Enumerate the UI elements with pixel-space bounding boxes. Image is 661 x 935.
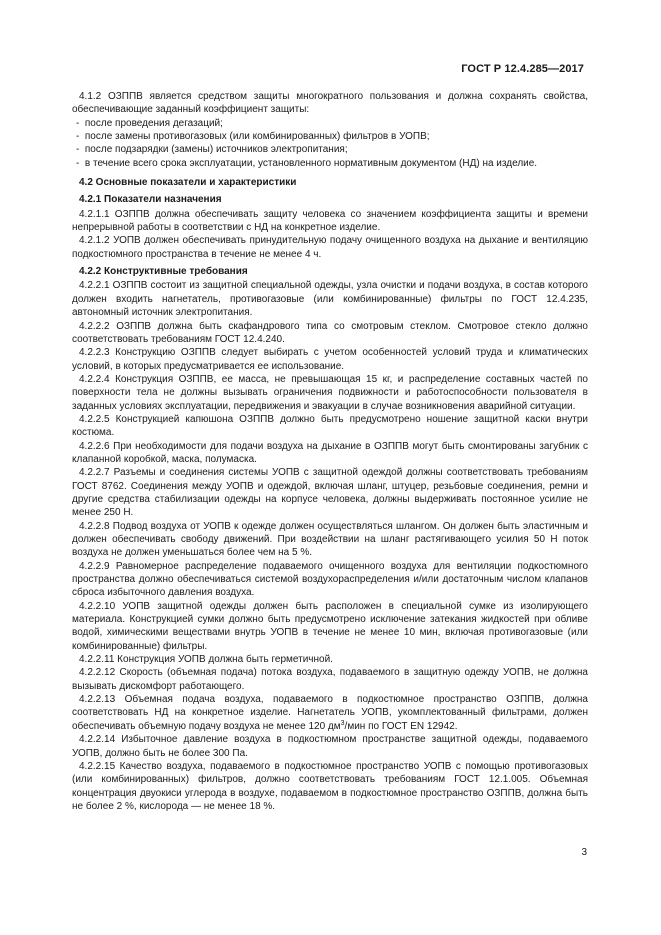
- list-item: - после подзарядки (замены) источников электропитания;: [72, 143, 588, 156]
- paragraph-4-2-2-13-text: 4.2.2.13 Объемная подача воздуха, подаваемого в подкостюмное пространство ОЗППВ, должна соответствовать НД на конкретное изделие. Нагнетатель УОПВ, укомплектованный фильтрами, должен обеспечивать объемную подачу воздуха не менее 120 дм: [72, 694, 588, 732]
- paragraph-4-2-2-13: [72, 693, 588, 733]
- list-item: - в течение всего срока эксплуатации, установленного нормативным документом (НД) на изделие.: [72, 157, 588, 170]
- paragraph-4-2-1-2: 4.2.1.2 УОПВ должен обеспечивать принудительную подачу очищенного воздуха на дыхание и вентиляцию подкостюмного пространства в течение не менее 4 ч.: [72, 235, 588, 260]
- page-number: 3: [581, 847, 587, 858]
- list-item: - после проведения дегазаций;: [72, 117, 588, 130]
- document-body: [72, 90, 588, 813]
- paragraph-4-2-1-1: 4.2.1.1 ОЗППВ должна обеспечивать защиту человека со значением коэффициента защиты и времени непрерывной работы в соответствии с НД на конкретное изделие.: [72, 208, 588, 234]
- paragraph-4-2-2-5: 4.2.2.5 Конструкцией капюшона ОЗППВ должно быть предусмотрено ношение защитной каски внутри костюма.: [72, 413, 588, 439]
- paragraph-4-1-2: 4.1.2 ОЗППВ является средством защиты многократного пользования и должна сохранять свойства, обеспечивающие заданный коэффициент защиты:: [72, 91, 588, 116]
- paragraph-4-2-2-8: 4.2.2.8 Подвод воздуха от УОПВ к одежде должен осуществляться шлангом. Он должен быть эластичным и должен обеспечивать свободу движений. При воздействии на шланг растягивающего усилия 50 Н поток воздуха не должен уменьшаться более чем на 5 %.: [72, 520, 588, 559]
- paragraph-4-2-2-15: 4.2.2.15 Качество воздуха, подаваемого в подкостюмное пространство УОПВ с помощью противогазовых (или комбинированных) фильтров, должно соответствовать требованиям ГОСТ 12.1.005. Объемная концентрация двуокиси углерода в воздухе, подаваемом в подкостюмное пространство ОЗППВ, должна быть не более 2 %, кислорода — не менее 18 %.: [72, 760, 588, 812]
- section-heading-4-2-2: 4.2.2 Конструктивные требования: [79, 266, 248, 278]
- paragraph-4-2-2-9: 4.2.2.9 Равномерное распределение подаваемого очищенного воздуха для вентиляции подкостюмного пространства должно обеспечиваться системой воздухораспределения и/или достаточным числом клапанов сброса избыточного давления воздуха.: [72, 560, 588, 599]
- paragraph-4-2-2-1: 4.2.2.1 ОЗППВ состоит из защитной специальной одежды, узла очистки и подачи воздуха, в состав которого должен входить нагнетатель, противогазовые (или комбинированные) фильтры по ГОСТ 12.4.235, автономный источник электропитания.: [72, 280, 588, 319]
- paragraph-4-2-2-14: 4.2.2.14 Избыточное давление воздуха в подкостюмном пространстве защитной одежды, подаваемого УОПВ, должно быть не более 300 Па.: [72, 734, 588, 759]
- paragraph-4-2-2-3: 4.2.2.3 Конструкцию ОЗППВ следует выбирать с учетом особенностей условий труда и климатических условий, в которых предусматривается ее использование.: [72, 347, 588, 372]
- conditions-list: [72, 117, 588, 170]
- section-heading-4-2: 4.2 Основные показатели и характеристики: [79, 177, 297, 189]
- section-heading-4-2-1: 4.2.1 Показатели назначения: [79, 194, 222, 206]
- paragraph-4-2-2-10: 4.2.2.10 УОПВ защитной одежды должен быть расположен в специальной сумке из изолирующего материала. Конструкцией сумки должно быть предусмотрено исключение затекания жидкостей при обливе водой, химическими веществами внутрь УОПВ в течение не менее 10 мин, включая противогазовые (или комбинированные) фильтры.: [72, 600, 588, 652]
- paragraph-4-2-2-7: 4.2.2.7 Разъемы и соединения системы УОПВ с защитной одеждой должны соответствовать требованиям ГОСТ 8762. Соединения между УОПВ и одеждой, включая шланг, штуцер, резьбовые соединения, ремни и другие средства стабилизации одежды на корпусе человека, должны выдерживать постоянное усилие не менее 250 Н.: [72, 467, 588, 519]
- paragraph-4-2-2-2: 4.2.2.2 ОЗППВ должна быть скафандрового типа со смотровым стеклом. Смотровое стекло должно соответствовать требованиям ГОСТ 12.4.240.: [72, 320, 588, 345]
- paragraph-4-2-2-12: 4.2.2.12 Скорость (объемная подача) потока воздуха, подаваемого в защитную одежду УОПВ, не должна вызывать дискомфорт работающего.: [72, 667, 588, 692]
- superscript-cube: 3: [340, 719, 345, 727]
- page-header-standard: ГОСТ Р 12.4.285—2017: [461, 63, 584, 75]
- paragraph-4-2-2-13-tail: /мин по ГОСТ EN 12942.: [344, 720, 458, 732]
- paragraph-4-2-2-4: 4.2.2.4 Конструкция ОЗППВ, ее масса, не превышающая 15 кг, и распределение составных частей по поверхности тела не должны вызывать ограничения подвижности и работоспособности пользователя в заданных условиях эксплуатации, передвижения и эвакуации в случае возникновения аварийной ситуации.: [72, 373, 588, 412]
- paragraph-4-2-2-6: 4.2.2.6 При необходимости для подачи воздуха на дыхание в ОЗППВ могут быть смонтированы загубник с клапанной коробкой, маска, полумаска.: [72, 440, 588, 465]
- paragraph-4-2-2-11: 4.2.2.11 Конструкция УОПВ должна быть герметичной.: [79, 654, 333, 666]
- list-item: - после замены противогазовых (или комбинированных) фильтров в УОПВ;: [72, 130, 588, 143]
